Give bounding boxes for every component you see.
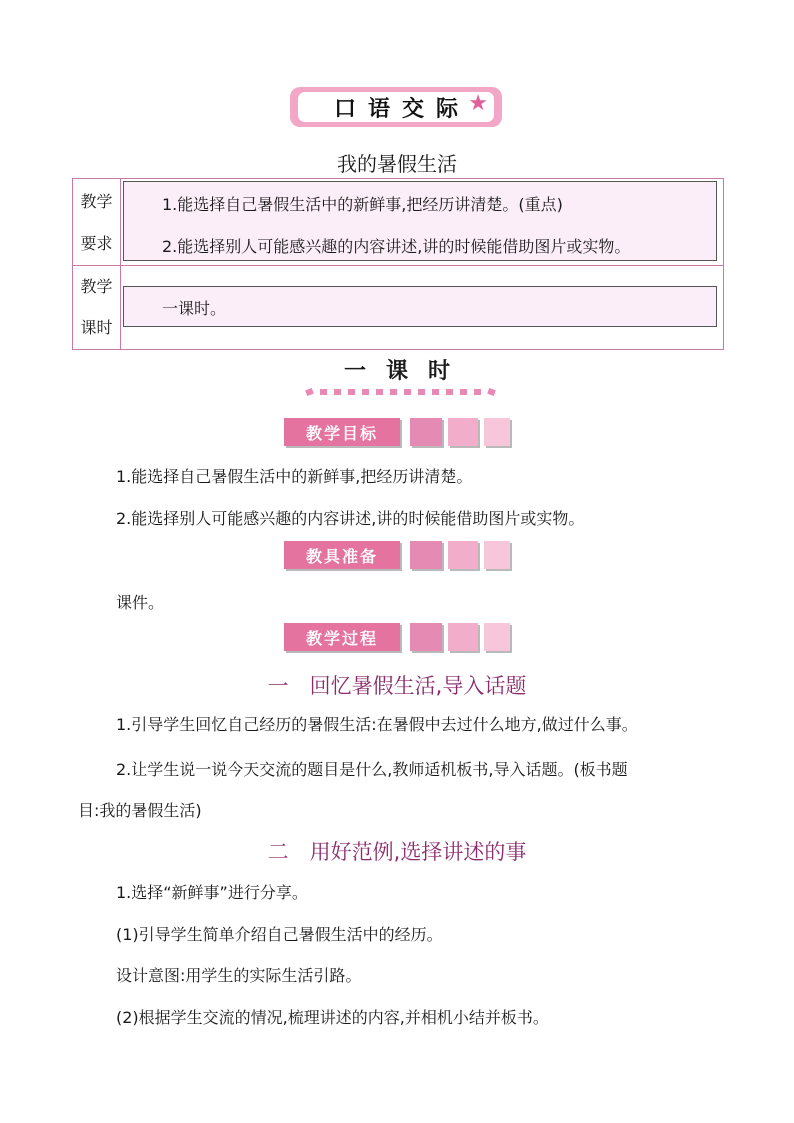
part2-p1: 1.选择“新鲜事”进行分享。: [116, 883, 308, 902]
star-icon: ★: [468, 91, 488, 116]
requirements-table: [72, 178, 724, 350]
part2-p4: (2)根据学生交流的情况,梳理讲述的内容,并相机小结并板书。: [116, 1008, 549, 1027]
time-box: [123, 286, 717, 327]
req-label-1: 教学: [80, 192, 113, 211]
part2-p3: 设计意图:用学生的实际生活引路。: [116, 966, 362, 985]
tools-tag-label: 教具准备: [284, 541, 400, 569]
tools-text: 课件。: [116, 593, 165, 612]
time-label-1: 教学: [80, 277, 113, 296]
title-banner: [290, 87, 502, 127]
requirement-2: 2.能选择别人可能感兴趣的内容讲述,讲的时候能借助图片或实物。: [162, 237, 631, 256]
page-subtitle: 我的暑假生活: [337, 152, 457, 176]
dotted-divider: [306, 386, 496, 398]
lesson-title: 一课时: [343, 359, 470, 384]
time-label-2: 课时: [80, 318, 113, 337]
part1-p1: 1.引导学生回忆自己经历的暑假生活:在暑假中去过什么地方,做过什么事。: [116, 715, 638, 734]
banner-title: 口语交际: [333, 96, 470, 122]
goal-2: 2.能选择别人可能感兴趣的内容讲述,讲的时候能借助图片或实物。: [116, 509, 585, 528]
part1-heading: 一 回忆暑假生活,导入话题: [267, 674, 527, 698]
requirements-box: [123, 181, 717, 261]
part2-p2: (1)引导学生简单介绍自己暑假生活中的经历。: [116, 925, 443, 944]
part2-heading: 二 用好范例,选择讲述的事: [267, 840, 527, 864]
requirement-1: 1.能选择自己暑假生活中的新鲜事,把经历讲清楚。(重点): [162, 195, 563, 214]
part1-p2b: 目:我的暑假生活): [78, 801, 202, 820]
req-label-2: 要求: [80, 234, 113, 253]
part1-p2a: 2.让学生说一说今天交流的题目是什么,教师适机板书,导入话题。(板书题: [116, 760, 628, 779]
process-tag-label: 教学过程: [284, 623, 400, 651]
goal-1: 1.能选择自己暑假生活中的新鲜事,把经历讲清楚。: [116, 467, 473, 486]
time-value: 一课时。: [162, 299, 227, 318]
goals-tag-label: 教学目标: [284, 418, 400, 446]
